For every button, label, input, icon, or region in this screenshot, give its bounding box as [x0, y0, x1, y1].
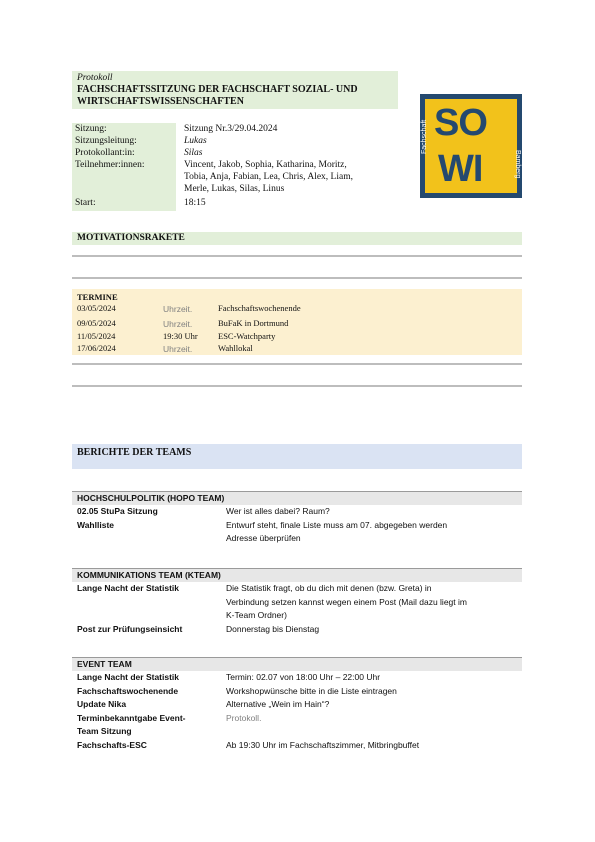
motivation-section-header [72, 232, 522, 245]
report-item-value: Donnerstag bis Dienstag [226, 624, 320, 634]
report-item-value: Workshopwünsche bitte in die Liste eintragen [226, 686, 397, 696]
termin-date: 09/05/2024 [77, 318, 116, 328]
termin-time: Uhrzeit. [163, 304, 193, 314]
team-name: EVENT TEAM [77, 659, 132, 669]
protokoll-label: Protokollant:in: [75, 148, 135, 158]
divider [72, 277, 522, 279]
divider [72, 385, 522, 387]
fachschaft-logo [420, 94, 522, 198]
termin-time: Uhrzeit. [163, 344, 193, 354]
report-item-value: Alternative „Wein im Hain“? [226, 699, 330, 709]
termin-time: 19:30 Uhr [163, 331, 198, 341]
termine-box [72, 289, 522, 355]
teilnehmer-value: Merle, Lukas, Silas, Linus [184, 184, 285, 194]
teilnehmer-value: Vincent, Jakob, Sophia, Katharina, Moritz, [184, 160, 347, 170]
logo-side-text: Bamberg [514, 150, 521, 179]
divider [72, 363, 522, 365]
team-name: HOCHSCHULPOLITIK (HOPO TEAM) [77, 493, 225, 503]
leitung-value: Lukas [184, 136, 207, 146]
termin-date: 03/05/2024 [77, 303, 116, 313]
teilnehmer-value: Tobia, Anja, Fabian, Lea, Chris, Alex, Liam, [184, 172, 353, 182]
leitung-label: Sitzungsleitung: [75, 136, 137, 146]
termin-date: 11/05/2024 [77, 331, 116, 341]
document-title-line: WIRTSCHAFTSWISSENSCHAFTEN [77, 96, 244, 107]
report-item-label: Terminbekanntgabe Event- [77, 713, 186, 723]
team-name: KOMMUNIKATIONS TEAM (KTEAM) [77, 570, 221, 580]
report-item-value: Verbindung setzen kannst wegen einem Post (Mail dazu liegt im [226, 597, 467, 607]
sitzung-label: Sitzung: [75, 124, 107, 134]
report-item-label: Post zur Prüfungseinsicht [77, 624, 183, 634]
termin-time: Uhrzeit. [163, 319, 193, 329]
document-title-line: FACHSCHAFTSSITZUNG DER FACHSCHAFT SOZIAL- UND [77, 84, 358, 95]
report-item-value: Protokoll. [226, 713, 262, 723]
logo-bottom-text: WI [438, 148, 483, 190]
report-item-label: Update Nika [77, 699, 127, 709]
report-item-value: Entwurf steht, finale Liste muss am 07. abgegeben werden [226, 520, 448, 530]
report-item-value: Adresse überprüfen [226, 533, 301, 543]
termin-event: Fachschaftswochenende [218, 303, 301, 313]
document-kind: Protokoll [77, 73, 113, 83]
logo-top-text: SO [434, 102, 487, 144]
motivation-heading: MOTIVATIONSRAKETE [77, 233, 185, 243]
document-title [77, 84, 397, 108]
report-item-value: Wer ist alles dabei? Raum? [226, 506, 330, 516]
berichte-section-header [72, 444, 522, 469]
termin-event: Wahllokal [218, 343, 253, 353]
team-header-kteam [72, 568, 522, 582]
logo-side-text: Fachschaft [421, 119, 428, 154]
berichte-heading: BERICHTE DER TEAMS [77, 447, 192, 458]
report-item-label: Wahlliste [77, 520, 114, 530]
document-header [72, 71, 398, 109]
start-label: Start: [75, 198, 96, 208]
report-item-label: Lange Nacht der Statistik [77, 583, 180, 593]
report-item-value: Termin: 02.07 von 18:00 Uhr – 22:00 Uhr [226, 672, 381, 682]
report-item-label: Fachschaftswochenende [77, 686, 179, 696]
termin-event: BuFaK in Dortmund [218, 318, 289, 328]
divider [72, 255, 522, 257]
termine-heading: TERMINE [77, 292, 118, 302]
protokoll-value: Silas [184, 148, 203, 158]
termin-event: ESC-Watchparty [218, 331, 276, 341]
teilnehmer-label: Teilnehmer:innen: [75, 160, 145, 170]
report-item-label: Team Sitzung [77, 726, 132, 736]
termin-date: 17/06/2024 [77, 343, 116, 353]
report-item-label: Lange Nacht der Statistik [77, 672, 180, 682]
report-item-value: K-Team Ordner) [226, 610, 287, 620]
sitzung-value: Sitzung Nr.3/29.04.2024 [184, 124, 278, 134]
report-item-label: 02.05 StuPa Sitzung [77, 506, 158, 516]
report-item-value: Ab 19:30 Uhr im Fachschaftszimmer, Mitbringbuffet [226, 740, 420, 750]
team-header-hopo [72, 491, 522, 505]
team-header-event [72, 657, 522, 671]
report-item-value: Die Statistik fragt, ob du dich mit denen (bzw. Greta) in [226, 583, 432, 593]
report-item-label: Fachschafts-ESC [77, 740, 147, 750]
start-value: 18:15 [184, 198, 206, 208]
